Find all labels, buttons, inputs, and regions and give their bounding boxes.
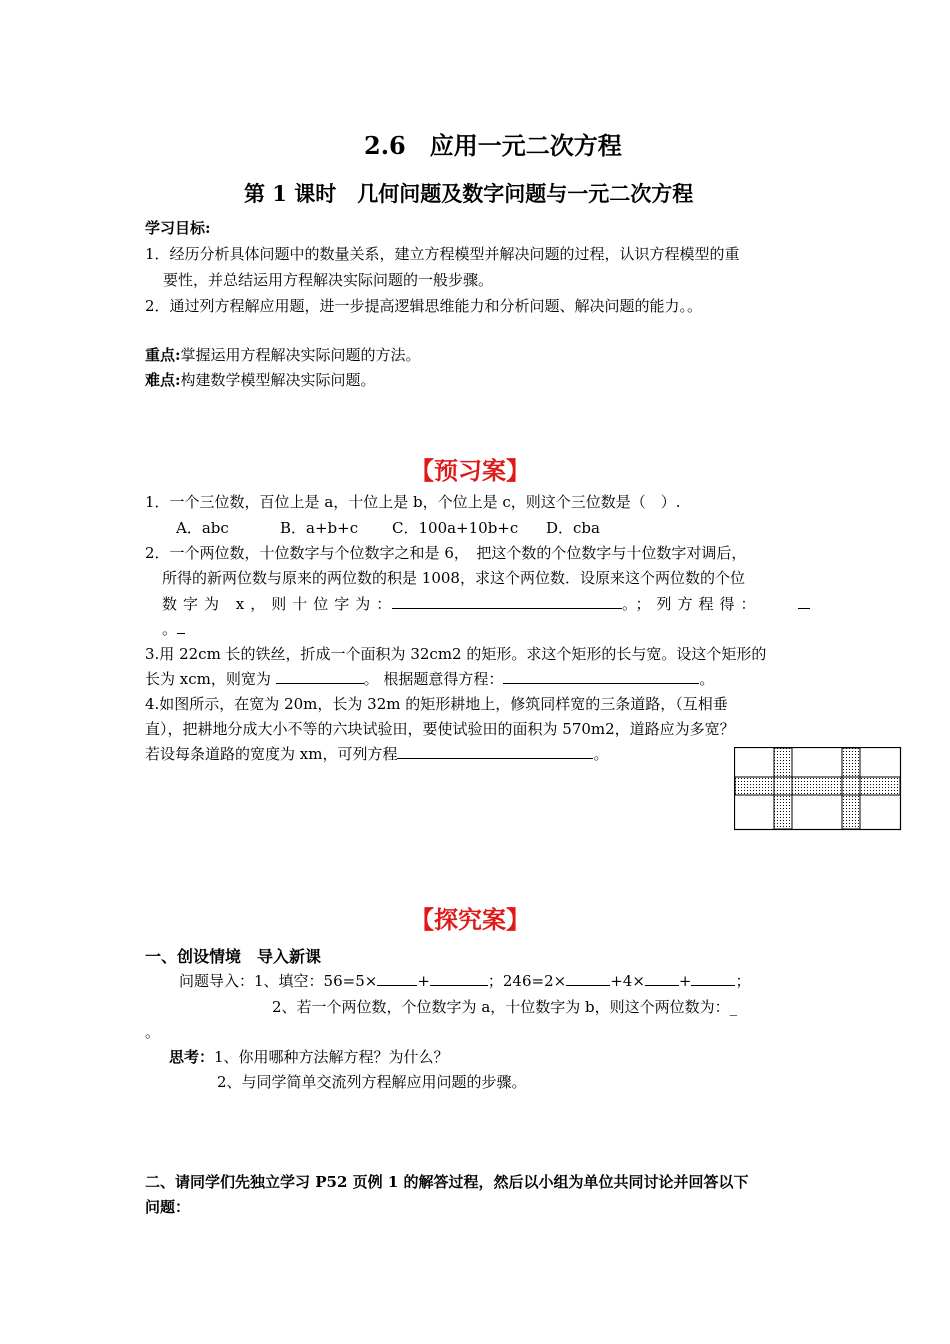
think-line-2: 2、与同学简单交流列方程解应用问题的步骤。 <box>217 1073 527 1091</box>
intro-question-1: 问题导入：1、填空：56=5× + ；246=2× +4× + ； <box>179 972 751 990</box>
preview-heading: 【预习案】 <box>410 456 530 485</box>
section-2-line-2: 问题： <box>145 1198 191 1216</box>
preview-q1-option-a: A．abc <box>176 519 229 537</box>
section-1-heading: 一、创设情境 导入新课 <box>145 947 322 966</box>
key-point-text: 掌握运用方程解决实际问题的方法。 <box>180 346 421 364</box>
preview-q1: 1．一个三位数，百位上是 a，十位上是 b，个位上是 c，则这个三位数是（ ）. <box>145 493 681 511</box>
preview-q2-line-1: 2．一个两位数，十位数字与个位数字之和是 6， 把这个数的个位数字与十位数字对调后， <box>145 544 747 562</box>
answer-blank <box>645 971 679 986</box>
answer-blank <box>377 971 417 986</box>
objectives-heading: 学习目标: <box>145 219 211 237</box>
objective-1-line-2: 要性，并总结运用方程解决实际问题的一般步骤。 <box>163 271 494 289</box>
section-2-line-1: 二、请同学们先独立学习 P52 页例 1 的解答过程，然后以小组为单位共同讨论并回答以下 <box>145 1173 749 1191</box>
preview-q2-line-4: 。 <box>162 618 185 639</box>
answer-blank <box>798 594 810 609</box>
preview-q3-line-1: 3.用 22cm 长的铁丝，折成一个面积为 32cm2 的矩形。求这个矩形的长与宽。设这个矩形的 <box>145 645 767 663</box>
difficult-point-label: 难点: <box>145 371 181 389</box>
intro-question-2-end: 。 <box>145 1023 161 1041</box>
think-label: 思考： <box>169 1048 215 1066</box>
key-point <box>145 344 421 365</box>
key-point-label: 重点: <box>145 346 181 364</box>
preview-q4-line-2: 直），把耕地分成大小不等的六块试验田，要使试验田的面积为 570m2，道路应为多宽？ <box>145 720 735 738</box>
objective-2: 2．通过列方程解应用题，进一步提高逻辑思维能力和分析问题、解决问题的能力。。 <box>145 297 703 315</box>
preview-q2-line-2: 所得的新两位数与原来的两位数的积是 1008，求这个两位数．设原来这个两位数的个位 <box>162 569 745 587</box>
intro-question-2: 2、若一个两位数，个位数字为 a，十位数字为 b，则这个两位数为：_ <box>272 998 738 1016</box>
preview-q3-line-2: 长为 xcm，则宽为 。 根据题意得方程： 。 <box>145 670 715 688</box>
preview-q2-line-3b: 。；列方程得： <box>622 595 762 613</box>
preview-q4-line-1: 4.如图所示，在宽为 20m，长为 32m 的矩形耕地上，修筑同样宽的三条道路，（互相垂 <box>145 695 728 713</box>
preview-q4-line-3: 若设每条道路的宽度为 xm，可列方程 。 <box>145 745 609 763</box>
answer-blank <box>276 669 364 684</box>
explore-heading: 【探究案】 <box>410 905 530 934</box>
field-diagram <box>734 747 902 831</box>
preview-q1-option-c: C．100a+10b+c <box>392 519 519 537</box>
horizontal-road <box>735 777 900 795</box>
page-title: 2.6 应用一元二次方程 <box>364 131 622 160</box>
answer-blank <box>397 744 593 759</box>
answer-blank <box>503 669 699 684</box>
objective-1-line-1: 1．经历分析具体问题中的数量关系，建立方程模型并解决问题的过程，认识方程模型的重 <box>145 245 740 263</box>
difficult-point-text: 构建数学模型解决实际问题。 <box>180 371 376 389</box>
answer-blank <box>177 619 185 634</box>
answer-blank <box>392 594 622 609</box>
preview-q2-line-3a: 数字为 x，则十位字为： <box>162 595 398 613</box>
preview-q1-option-b: B．a+b+c <box>280 519 359 537</box>
difficult-point <box>145 369 376 390</box>
preview-q1-option-d: D．cba <box>546 519 600 537</box>
page-subtitle: 第 1 课时 几何问题及数字问题与一元二次方程 <box>244 181 694 206</box>
answer-blank <box>430 971 488 986</box>
think-line-1: 思考：1、你用哪种方法解方程？为什么？ <box>169 1048 449 1066</box>
answer-blank <box>691 971 735 986</box>
answer-blank <box>566 971 610 986</box>
